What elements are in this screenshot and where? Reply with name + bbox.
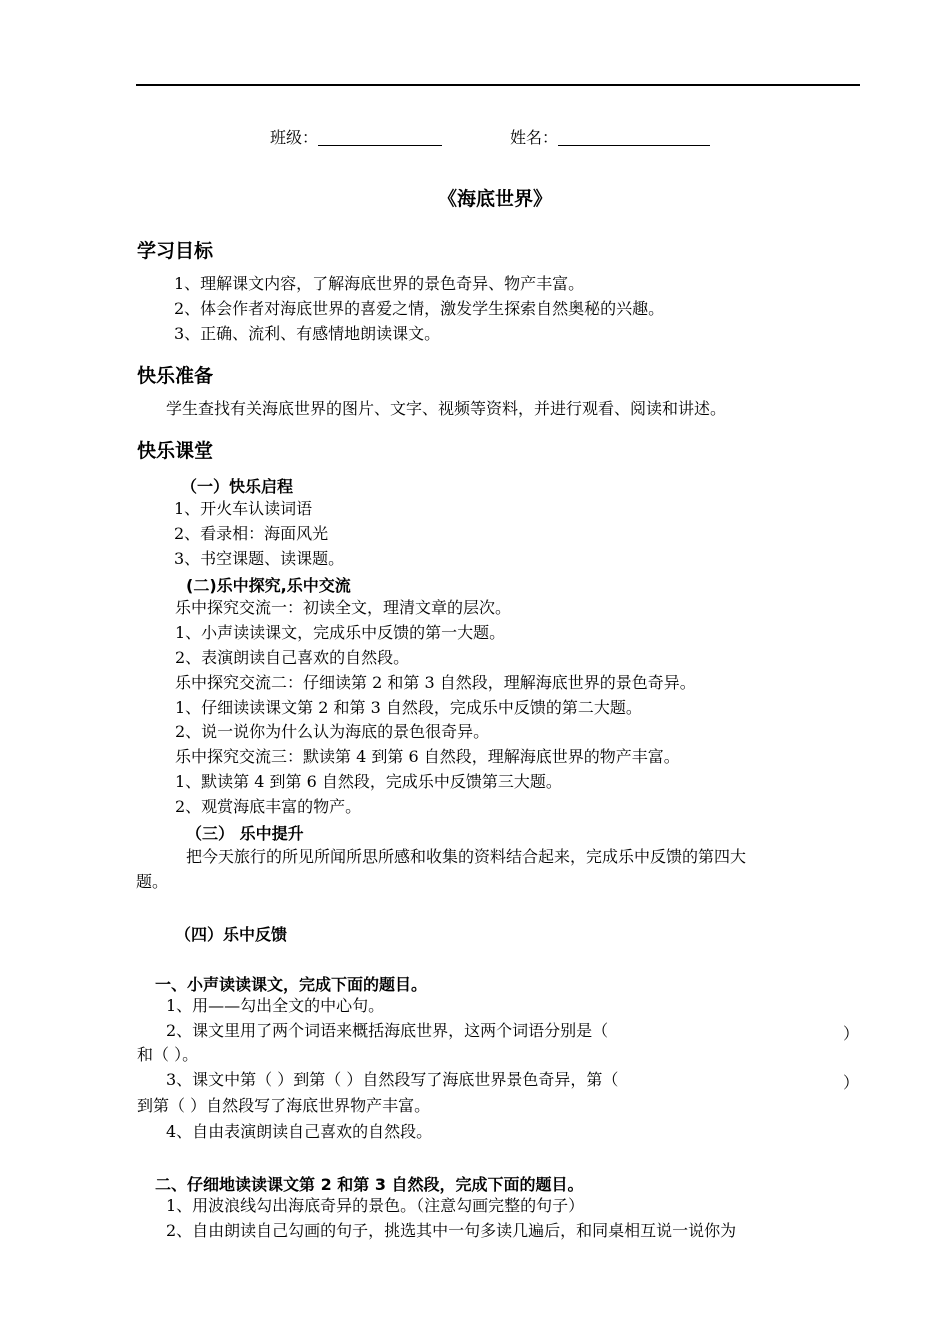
section-2-line: 1、仔细读读课文第 2 和第 3 自然段，完成乐中反馈的第二大题。 [175, 698, 642, 717]
section-2-line: 乐中探究交流一：初读全文，理清文章的层次。 [175, 598, 512, 617]
question-1-bracket: ） [843, 1024, 860, 1043]
question-1-heading: 一、小声读读课文，完成下面的题目。 [155, 975, 428, 994]
name-field [510, 125, 710, 148]
question-2-item: 1、用波浪线勾出海底奇异的景色。（注意勾画完整的句子） [166, 1196, 585, 1215]
section-2-line: 2、表演朗读自己喜欢的自然段。 [175, 648, 410, 667]
section-1-item: 1、开火车认读词语 [174, 499, 313, 518]
class-field [270, 125, 442, 148]
name-label: 姓名： [510, 128, 559, 147]
section-2-line: 乐中探究交流二：仔细读第 2 和第 3 自然段，理解海底世界的景色奇异。 [175, 673, 696, 692]
objective-item: 1、理解课文内容，了解海底世界的景色奇异、物产丰富。 [174, 274, 585, 293]
classroom-heading: 快乐课堂 [137, 440, 214, 462]
class-label: 班级： [270, 128, 319, 147]
objectives-heading: 学习目标 [137, 240, 214, 262]
section-2-line: 乐中探究交流三：默读第 4 到第 6 自然段，理解海底世界的物产丰富。 [175, 747, 680, 766]
question-1-item: 到第（ ）自然段写了海底世界物产丰富。 [137, 1096, 431, 1115]
objective-item: 2、体会作者对海底世界的喜爱之情，激发学生探索自然奥秘的兴趣。 [174, 299, 665, 318]
section-1-item: 3、书空课题、读课题。 [174, 549, 345, 568]
question-1-item: 4、自由表演朗读自己喜欢的自然段。 [166, 1122, 433, 1141]
section-1-heading: （一）快乐启程 [181, 477, 294, 496]
section-2-heading: (二)乐中探究,乐中交流 [186, 576, 351, 595]
question-1-item: 和（ ）。 [137, 1045, 199, 1064]
section-1-item: 2、看录相：海面风光 [174, 524, 329, 543]
section-3-heading: （三） 乐中提升 [186, 824, 304, 843]
header-rule [136, 84, 860, 86]
section-4-heading: （四）乐中反馈 [175, 925, 288, 944]
section-2-line: 1、小声读读课文，完成乐中反馈的第一大题。 [175, 623, 506, 642]
section-2-line: 2、说一说你为什么认为海底的景色很奇异。 [175, 722, 490, 741]
question-1-bracket: ） [843, 1073, 860, 1092]
section-2-line: 2、观赏海底丰富的物产。 [175, 797, 362, 816]
section-3-line: 把今天旅行的所见所闻所思所感和收集的资料结合起来，完成乐中反馈的第四大 [186, 847, 747, 866]
class-blank[interactable] [318, 128, 442, 146]
question-2-item: 2、自由朗读自己勾画的句子，挑选其中一句多读几遍后，和同桌相互说一说你为 [166, 1221, 737, 1240]
question-1-item: 2、课文里用了两个词语来概括海底世界，这两个词语分别是（ [166, 1021, 609, 1040]
section-2-line: 1、默读第 4 到第 6 自然段，完成乐中反馈第三大题。 [175, 772, 562, 791]
question-1-item: 3、课文中第（ ）到第（ ）自然段写了海底世界景色奇异，第（ [166, 1070, 619, 1089]
page-title: 《海底世界》 [437, 188, 552, 210]
preparation-text: 学生查找有关海底世界的图片、文字、视频等资料，并进行观看、阅读和讲述。 [166, 399, 727, 418]
name-blank[interactable] [558, 128, 710, 146]
preparation-heading: 快乐准备 [137, 365, 214, 387]
objective-item: 3、正确、流利、有感情地朗读课文。 [174, 324, 441, 343]
question-1-item: 1、用——勾出全文的中心句。 [166, 996, 385, 1015]
section-3-line: 题。 [136, 872, 169, 891]
question-2-heading: 二、仔细地读读课文第 2 和第 3 自然段，完成下面的题目。 [155, 1175, 584, 1194]
